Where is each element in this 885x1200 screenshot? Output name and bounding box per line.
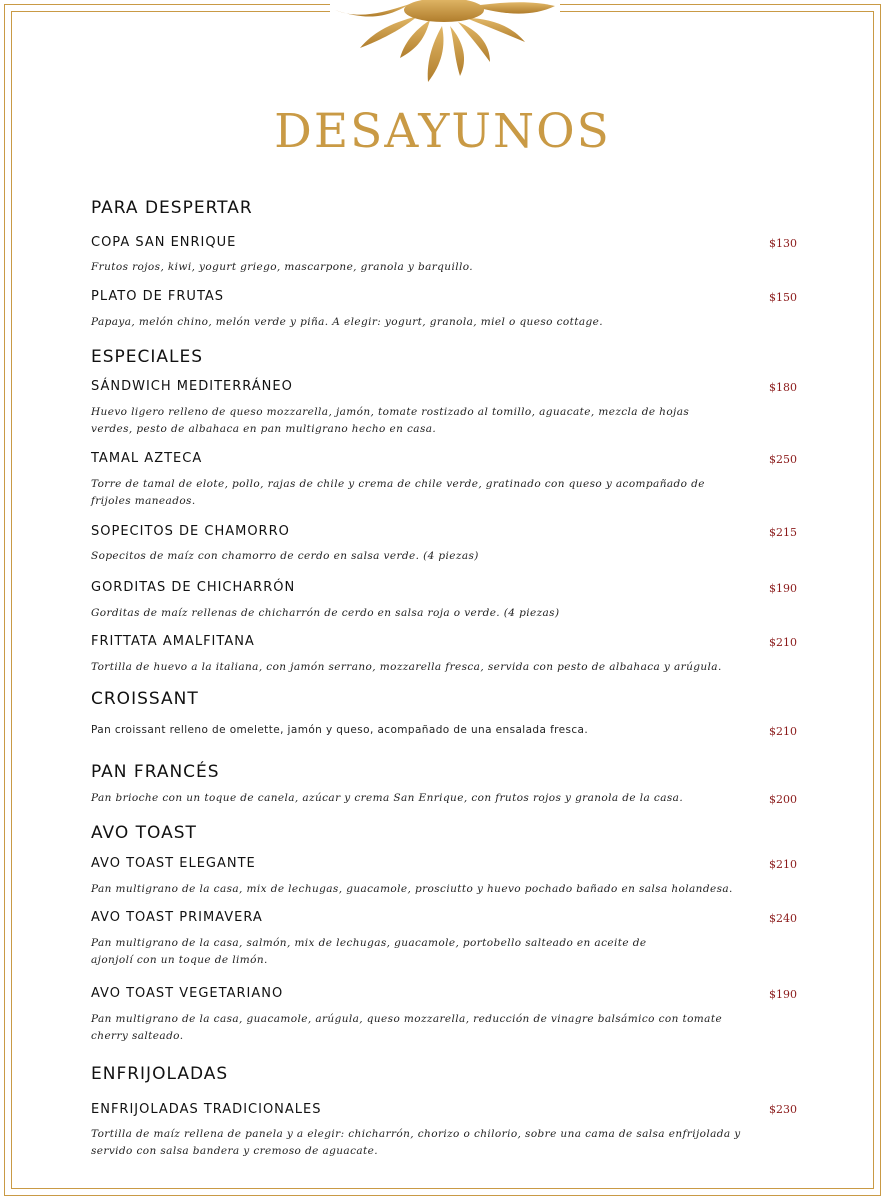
item-price: $215 xyxy=(769,526,797,539)
item-description: Huevo ligero relleno de queso mozzarella, jamón, tomate rostizado al tomillo, aguacate, mezcla de hojas verdes, pesto de albahaca en pan multigrano hecho en casa. xyxy=(91,406,690,435)
item-name: SOPECITOS DE CHAMORRO xyxy=(91,524,290,539)
item-name: AVO TOAST VEGETARIANO xyxy=(91,986,284,1001)
item-price: $210 xyxy=(769,725,797,738)
sun-ornament-icon xyxy=(330,0,560,88)
item-name: TAMAL AZTECA xyxy=(91,451,203,466)
item-price: $250 xyxy=(769,453,797,466)
item-name: COPA SAN ENRIQUE xyxy=(91,235,237,250)
item-price: $200 xyxy=(769,793,797,806)
item-name: AVO TOAST PRIMAVERA xyxy=(91,910,263,925)
item-price: $190 xyxy=(769,582,797,595)
item-description: Papaya, melón chino, melón verde y piña. A elegir: yogurt, granola, miel o queso cottage. xyxy=(91,316,603,328)
section-croissant: CROISSANT xyxy=(91,689,199,709)
item-description: Pan multigrano de la casa, mix de lechugas, guacamole, prosciutto y huevo pochado bañado en salsa holandesa. xyxy=(91,883,733,895)
item-price: $130 xyxy=(769,237,797,250)
item-name: FRITTATA AMALFITANA xyxy=(91,634,255,649)
item-description: Pan multigrano de la casa, salmón, mix de lechugas, guacamole, portobello salteado en aceite de ajonjolí con un toque de limón. xyxy=(91,937,647,966)
item-price: $230 xyxy=(769,1103,797,1116)
item-price: $240 xyxy=(769,912,797,925)
item-description: Tortilla de huevo a la italiana, con jamón serrano, mozzarella fresca, servida con pesto de albahaca y arúgula. xyxy=(91,661,722,673)
item-name: AVO TOAST ELEGANTE xyxy=(91,856,256,871)
item-price: $150 xyxy=(769,291,797,304)
section-pan-frances: PAN FRANCÉS xyxy=(91,762,220,782)
item-name: GORDITAS DE CHICHARRÓN xyxy=(91,580,296,595)
item-name: ENFRIJOLADAS TRADICIONALES xyxy=(91,1102,322,1117)
item-description: Frutos rojos, kiwi, yogurt griego, mascarpone, granola y barquillo. xyxy=(91,261,474,273)
section-avo-toast: AVO TOAST xyxy=(91,823,197,843)
section-para-despertar: PARA DESPERTAR xyxy=(91,198,253,218)
item-name: PLATO DE FRUTAS xyxy=(91,289,225,304)
item-description: Torre de tamal de elote, pollo, rajas de chile y crema de chile verde, gratinado con queso y acompañado de frijoles maneados. xyxy=(91,478,705,507)
item-name: SÁNDWICH MEDITERRÁNEO xyxy=(91,379,293,394)
item-price: $180 xyxy=(769,381,797,394)
section-enfrijoladas: ENFRIJOLADAS xyxy=(91,1064,229,1084)
item-price: $210 xyxy=(769,636,797,649)
item-description: Tortilla de maíz rellena de panela y a elegir: chicharrón, chorizo o chilorio, sobre una cama de salsa enfrijolada y servido con salsa bandera y cremoso de aguacate. xyxy=(91,1128,741,1157)
item-description: Gorditas de maíz rellenas de chicharrón de cerdo en salsa roja o verde. (4 piezas) xyxy=(91,607,560,619)
item-description: Pan multigrano de la casa, guacamole, arúgula, queso mozzarella, reducción de vinagre balsámico con tomate cherry salteado. xyxy=(91,1013,723,1042)
item-description: Pan croissant relleno de omelette, jamón y queso, acompañado de una ensalada fresca. xyxy=(91,724,589,736)
item-price: $210 xyxy=(769,858,797,871)
item-price: $190 xyxy=(769,988,797,1001)
page-title: DESAYUNOS xyxy=(274,104,611,159)
item-description: Pan brioche con un toque de canela, azúcar y crema San Enrique, con frutos rojos y granola de la casa. xyxy=(91,792,684,804)
section-especiales: ESPECIALES xyxy=(91,347,204,367)
item-description: Sopecitos de maíz con chamorro de cerdo en salsa verde. (4 piezas) xyxy=(91,550,479,562)
